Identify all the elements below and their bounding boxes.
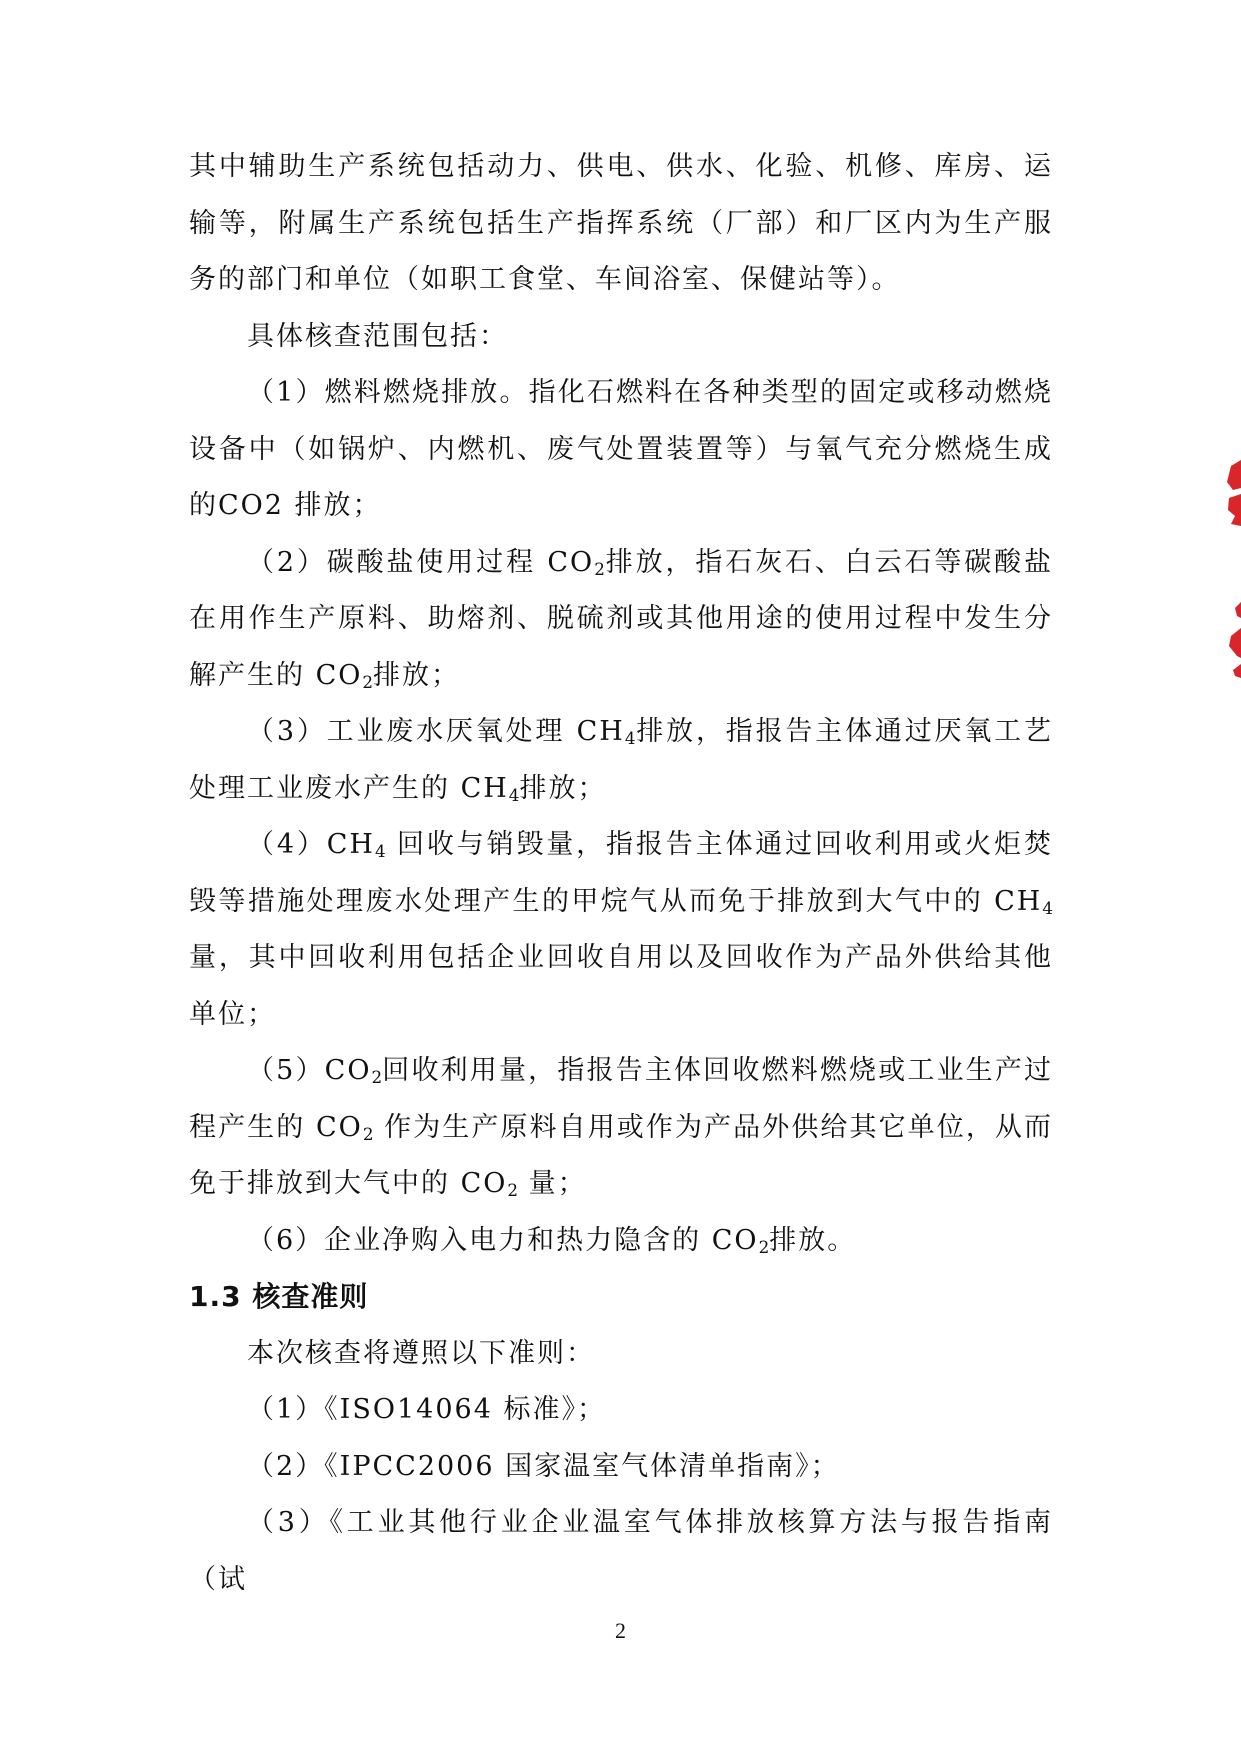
- paragraph-purchased-power: [189, 1213, 1053, 1270]
- text-segment: 排放；: [519, 772, 607, 804]
- text-segment: 排放，指石灰石、白云石等碳酸盐在用作生产原料、助熔剂、脱硫剂或其他用途的使用过程中发生分解产生的 CO: [189, 546, 1054, 691]
- text-segment: 排放。: [769, 1224, 857, 1256]
- text-segment: 作为生产原料自用或作为产品外供给其它单位，从而免于排放到大气中的 CO: [189, 1111, 1053, 1199]
- text-segment: （6）企业净购入电力和热力隐含的 CO: [247, 1224, 759, 1256]
- text-segment: （5）CO: [247, 1055, 372, 1086]
- text-segment: 量，其中回收利用包括企业回收自用以及回收作为产品外供给其他单位；: [189, 942, 1053, 1030]
- criteria-item-ipcc: （2）《IPCC2006 国家温室气体清单指南》；: [247, 1450, 840, 1482]
- page-content: [189, 139, 1053, 1608]
- subscript: 4: [624, 728, 636, 749]
- text-segment: （4）CH: [247, 829, 375, 860]
- paragraph-ch4-recovery: [189, 817, 1053, 1043]
- text-segment: 排放，指报告主体通过厌氧工艺处理工业废水产生的 CH: [189, 716, 1054, 804]
- paragraph-scope-intro: 具体核查范围包括：: [247, 320, 508, 352]
- paragraph-auxiliary-systems: 其中辅助生产系统包括动力、供电、供水、化验、机修、库房、运输等，附属生产系统包括生产指挥系统（厂部）和厂区内为生产服务的部门和单位（如职工食堂、车间浴室、保健站等）。: [189, 151, 1053, 295]
- subscript: 2: [507, 1180, 519, 1201]
- text-segment: （2）碳酸盐使用过程 CO: [247, 546, 595, 578]
- text-segment: 回收与销毁量，指报告主体通过回收利用或火炬焚毁等措施处理废水处理产生的甲烷气从而免于排放到大气中的 CH: [189, 829, 1053, 917]
- subscript: 2: [371, 1067, 383, 1088]
- text-segment: 回收利用量，指报告主体回收燃料燃烧或工业生产过程产生的 CO: [189, 1055, 1053, 1143]
- paragraph-carbonate-use: [189, 535, 1053, 705]
- red-seal-fragment-icon: [1219, 460, 1241, 700]
- subscript: 4: [374, 841, 386, 862]
- paragraph-criteria-intro: 本次核查将遵照以下准则：: [247, 1337, 595, 1369]
- page-number: 2: [615, 1618, 626, 1643]
- subscript: 2: [362, 671, 374, 692]
- text-segment: 排放；: [373, 659, 461, 691]
- criteria-item-guideline: （3）《工业其他行业企业温室气体排放核算方法与报告指南（试: [189, 1507, 1053, 1595]
- subscript: 2: [758, 1236, 770, 1257]
- text-segment: 量；: [518, 1168, 587, 1199]
- paragraph-co2-recovery: [189, 1043, 1053, 1213]
- subscript: 4: [1042, 897, 1053, 918]
- subscript: 4: [508, 784, 520, 805]
- paragraph-fuel-combustion: （1）燃料燃烧排放。指化石燃料在各种类型的固定或移动燃烧设备中（如锅炉、内燃机、废气处置装置等）与氧气充分燃烧生成的CO2 排放；: [189, 377, 1053, 521]
- subscript: 2: [594, 558, 605, 579]
- section-heading: 1.3 核查准则: [189, 1280, 369, 1313]
- paragraph-wastewater-ch4: [189, 704, 1053, 817]
- criteria-item-iso: （1）《ISO14064 标准》；: [247, 1394, 606, 1425]
- text-segment: （3）工业废水厌氧处理 CH: [247, 716, 625, 747]
- subscript: 2: [362, 1123, 374, 1144]
